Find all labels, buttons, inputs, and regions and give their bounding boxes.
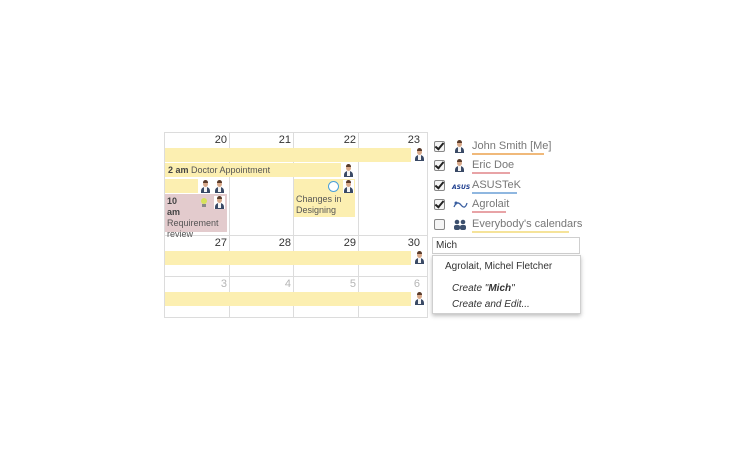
day-number[interactable]: 28: [278, 237, 291, 249]
day-number[interactable]: 5: [349, 278, 356, 290]
calendar-color-bar: [472, 192, 517, 194]
allday-event-bar[interactable]: [165, 292, 411, 306]
calendar-color-bar: [472, 231, 569, 233]
event-doctor-label: [168, 165, 270, 176]
group-icon: [452, 217, 468, 233]
calendar-checkbox[interactable]: [434, 180, 445, 191]
person-avatar-icon: [452, 139, 468, 155]
day-number[interactable]: 20: [214, 134, 227, 146]
day-number[interactable]: 21: [278, 134, 291, 146]
calendar-label: John Smith [Me]: [472, 140, 552, 152]
day-number[interactable]: 23: [407, 134, 420, 146]
calendar-checkbox[interactable]: [434, 219, 445, 230]
svg-text:ASUS: ASUS: [452, 184, 471, 191]
event-title: Changes in: [296, 194, 342, 204]
event-title: Designing: [296, 205, 337, 215]
create-option-term: Mich: [488, 283, 512, 294]
create-option-suffix: ": [511, 283, 515, 294]
calendar-month-grid: [164, 132, 427, 317]
calendar-color-bar: [472, 153, 544, 155]
calendar-label: Everybody's calendars: [472, 218, 583, 230]
allday-event-bar[interactable]: [165, 251, 411, 265]
person-avatar-icon: [214, 196, 225, 209]
event-time: am: [167, 207, 181, 217]
calendar-checkbox[interactable]: [434, 160, 445, 171]
create-and-edit-option[interactable]: Create and Edit...: [452, 299, 530, 310]
day-number[interactable]: 4: [284, 278, 291, 290]
autocomplete-dropdown: [432, 255, 581, 314]
event-title: Requirement: [167, 218, 219, 228]
person-avatar-icon: [214, 180, 225, 193]
person-avatar-icon: [414, 292, 425, 305]
asus-logo-icon: [452, 178, 471, 194]
calendar-filter-agrolait[interactable]: [430, 196, 590, 214]
grid-divider: [164, 276, 427, 277]
create-option-prefix: Create ": [452, 283, 489, 294]
calendar-color-bar: [472, 211, 506, 213]
calendar-filter-john-smith[interactable]: [430, 138, 590, 156]
day-number[interactable]: 6: [413, 278, 420, 290]
event-title: Doctor Appointment: [191, 165, 271, 175]
calendar-checkbox[interactable]: [434, 199, 445, 210]
company-logo-icon: [328, 181, 339, 192]
calendar-label: ASUSTeK: [472, 179, 521, 191]
calendar-filter-everybody[interactable]: [430, 216, 590, 234]
person-avatar-icon: [343, 180, 354, 193]
person-avatar-icon: [343, 164, 354, 177]
day-number[interactable]: 27: [214, 237, 227, 249]
calendar-filter-asustek[interactable]: [430, 177, 590, 195]
calendar-search-input[interactable]: [432, 237, 580, 254]
person-avatar-icon: [414, 148, 425, 161]
event-time: 10: [167, 196, 178, 206]
person-avatar-icon: [452, 158, 468, 174]
calendar-color-bar: [472, 172, 510, 174]
person-avatar-icon: [200, 180, 211, 193]
day-number[interactable]: 30: [407, 237, 420, 249]
agrolait-logo-icon: [452, 197, 468, 213]
event-allday-continued[interactable]: [165, 179, 198, 193]
calendar-filter-eric-doe[interactable]: [430, 157, 590, 175]
day-number[interactable]: 22: [343, 134, 356, 146]
allday-event-bar[interactable]: [165, 148, 411, 162]
day-number[interactable]: 29: [343, 237, 356, 249]
calendar-label: Agrolait: [472, 198, 510, 210]
calendar-label: Eric Doe: [472, 159, 515, 171]
create-option[interactable]: [452, 283, 515, 294]
person-avatar-icon: [414, 251, 425, 264]
lightbulb-icon: [199, 197, 211, 209]
event-changes-label: [296, 194, 342, 216]
day-number[interactable]: 3: [220, 278, 227, 290]
calendar-checkbox[interactable]: [434, 141, 445, 152]
autocomplete-result-item[interactable]: Agrolait, Michel Fletcher: [445, 261, 553, 272]
event-time: 2 am: [168, 165, 189, 175]
event-title: review: [167, 229, 194, 239]
